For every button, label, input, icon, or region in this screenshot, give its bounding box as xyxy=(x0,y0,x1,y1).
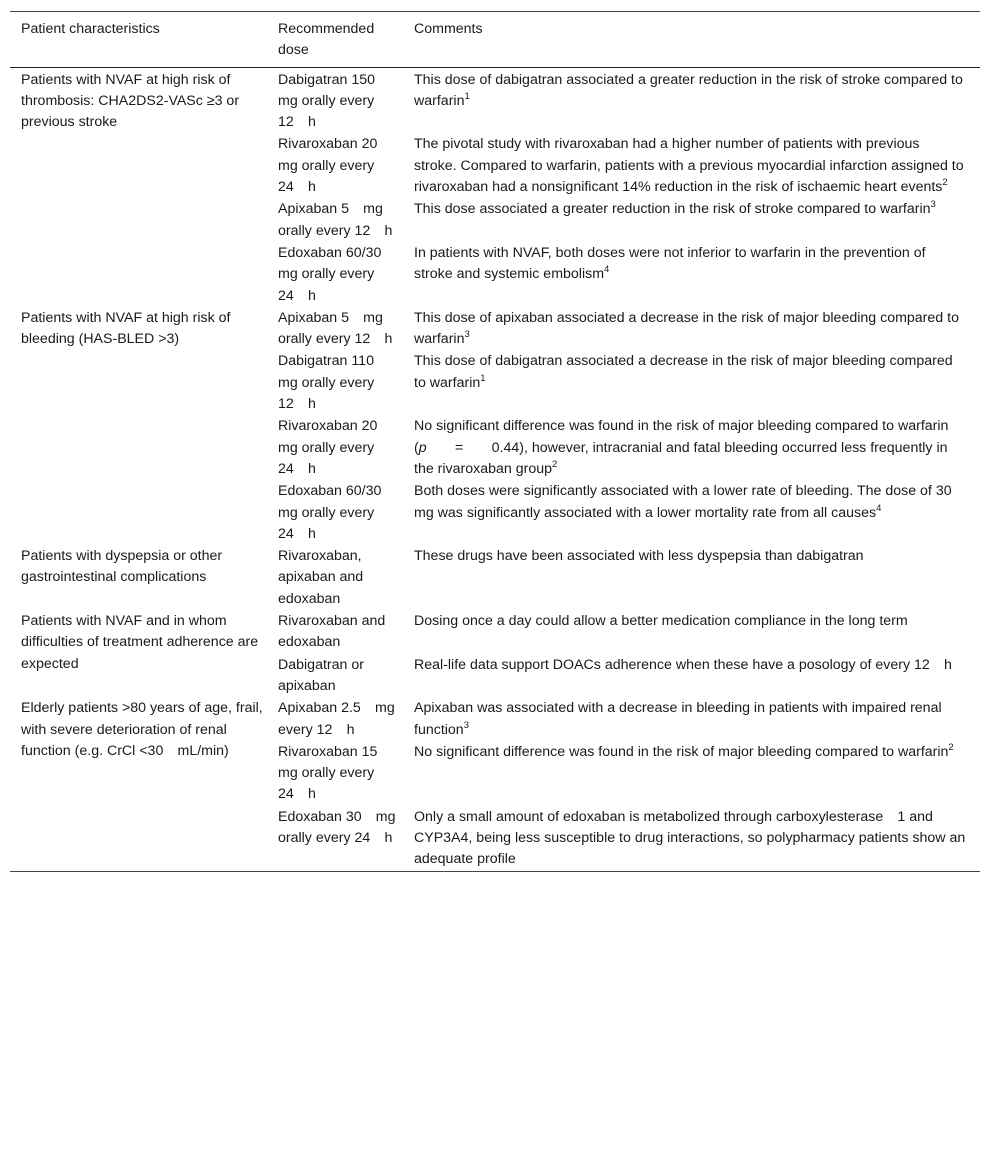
comment-cell xyxy=(413,610,980,654)
reference-superscript: 2 xyxy=(942,177,948,189)
patient-cell-bleeding-risk: Patients with NVAF at high risk of bleeding (HAS-BLED >3) xyxy=(21,309,231,348)
dose-cell: Edoxaban 60/30 mg orally every 24 h xyxy=(278,483,396,542)
patient-cell-elderly: Elderly patients >80 years of age, frail, with severe deterioration of renal function (e.g. CrCl <30 mL/min) xyxy=(21,700,263,759)
doac-recommendation-table xyxy=(10,11,980,872)
comment-text: In patients with NVAF, both doses were not inferior to warfarin in the prevention of stroke and systemic embolism xyxy=(414,244,926,283)
comment-cell xyxy=(413,242,980,307)
reference-superscript: 4 xyxy=(604,264,610,276)
reference-superscript: 1 xyxy=(464,90,470,102)
comment-text-before: No significant difference was found in the risk of major bleeding compared to warfarin ( xyxy=(414,418,949,456)
comment-cell xyxy=(413,654,980,698)
table-row xyxy=(10,545,980,610)
comment-text: This dose associated a greater reduction in the risk of stroke compared to warfarin xyxy=(414,201,931,218)
dose-cell: Apixaban 2.5 mg every 12 h xyxy=(278,700,395,738)
comment-text-after: = 0.44), however, intracranial and fatal bleeding occurred less frequently in the rivaroxaban group xyxy=(414,439,948,477)
comment-text: This dose of dabigatran associated a greater reduction in the risk of stroke compared to warfarin xyxy=(414,71,963,109)
dose-cell: Edoxaban 60/30 mg orally every 24 h xyxy=(278,244,396,304)
comment-cell xyxy=(413,350,980,415)
dose-cell: Rivaroxaban 20 mg orally every 24 h xyxy=(278,136,392,196)
dose-cell: Rivaroxaban, apixaban and edoxaban xyxy=(278,548,364,607)
dose-cell: Apixaban 5 mg orally every 12 h xyxy=(278,309,393,348)
header-row xyxy=(10,12,980,68)
reference-superscript: 1 xyxy=(480,372,486,384)
comment-text: The pivotal study with rivaroxaban had a higher number of patients with previous stroke. Compared to warfarin, patients with a previous myocardial infarction assigned to rivaroxaban had a nonsignificant 14% reduction in the risk of ischaemic heart events xyxy=(414,136,964,196)
header-comments: Comments xyxy=(414,21,483,37)
comment-cell xyxy=(413,697,980,741)
comment-cell xyxy=(413,133,980,198)
reference-superscript: 3 xyxy=(930,199,936,211)
comment-cell xyxy=(413,545,980,610)
doac-recommendation-table-container xyxy=(10,11,980,872)
comment-text: Real-life data support DOACs adherence when these have a posology of every 12 h xyxy=(414,656,952,673)
comment-text: Dosing once a day could allow a better medication compliance in the long term xyxy=(414,613,908,630)
dose-cell: Rivaroxaban and edoxaban xyxy=(278,613,386,651)
comment-text: No significant difference was found in the risk of major bleeding compared to warfarin xyxy=(414,743,949,760)
dose-cell: Dabigatran 150 mg orally every 12 h xyxy=(278,71,390,131)
dose-cell: Edoxaban 30 mg orally every 24 h xyxy=(278,808,396,846)
dose-cell: Dabigatran 110 mg orally every 12 h xyxy=(278,353,389,413)
table-row xyxy=(10,697,980,741)
reference-superscript: 4 xyxy=(876,502,882,514)
p-value-symbol: p xyxy=(418,439,427,456)
patient-cell-thrombosis-risk: Patients with NVAF at high risk of thrombosis: CHA2DS2-VASc ≥3 or previous stroke xyxy=(21,71,240,131)
table-row xyxy=(10,610,980,654)
dose-cell: Rivaroxaban 15 mg orally every 24 h xyxy=(278,743,392,803)
table-header xyxy=(10,12,980,68)
comment-cell xyxy=(413,198,980,242)
header-recommended-dose: Recommended dose xyxy=(278,21,375,59)
header-patient-characteristics: Patient characteristics xyxy=(21,21,160,37)
table-row xyxy=(10,67,980,133)
reference-superscript: 2 xyxy=(948,741,954,753)
reference-superscript: 3 xyxy=(464,329,470,341)
comment-cell xyxy=(413,307,980,351)
dose-cell: Rivaroxaban 20 mg orally every 24 h xyxy=(278,418,392,477)
dose-cell: Apixaban 5 mg orally every 12 h xyxy=(278,201,393,239)
dose-cell: Dabigatran or apixaban xyxy=(278,656,364,694)
table-body xyxy=(10,67,980,871)
comment-cell xyxy=(413,480,980,545)
table-row xyxy=(10,307,980,351)
comment-text: Only a small amount of edoxaban is metabolized through carboxylesterase 1 and CYP3A4, being less susceptible to drug interactions, so polypharmacy patients show an adequate profile xyxy=(414,808,966,868)
comment-text: These drugs have been associated with less dyspepsia than dabigatran xyxy=(414,548,864,565)
comment-cell xyxy=(413,415,980,480)
comment-text: Apixaban was associated with a decrease in bleeding in patients with impaired renal function xyxy=(414,700,942,738)
patient-cell-dyspepsia: Patients with dyspepsia or other gastrointestinal complications xyxy=(21,548,223,586)
comment-text: This dose of dabigatran associated a decrease in the risk of major bleeding compared to warfarin xyxy=(414,353,953,391)
reference-superscript: 2 xyxy=(552,458,558,470)
patient-cell-adherence: Patients with NVAF and in whom difficulties of treatment adherence are expected xyxy=(21,613,259,672)
comment-text: This dose of apixaban associated a decrease in the risk of major bleeding compared to warfarin xyxy=(414,309,959,348)
reference-superscript: 3 xyxy=(463,719,469,731)
comment-text: Both doses were significantly associated with a lower rate of bleeding. The dose of 30 mg was significantly associated with a lower mortality rate from all causes xyxy=(414,483,966,521)
comment-cell xyxy=(413,741,980,806)
comment-cell xyxy=(413,67,980,133)
comment-cell xyxy=(413,806,980,871)
